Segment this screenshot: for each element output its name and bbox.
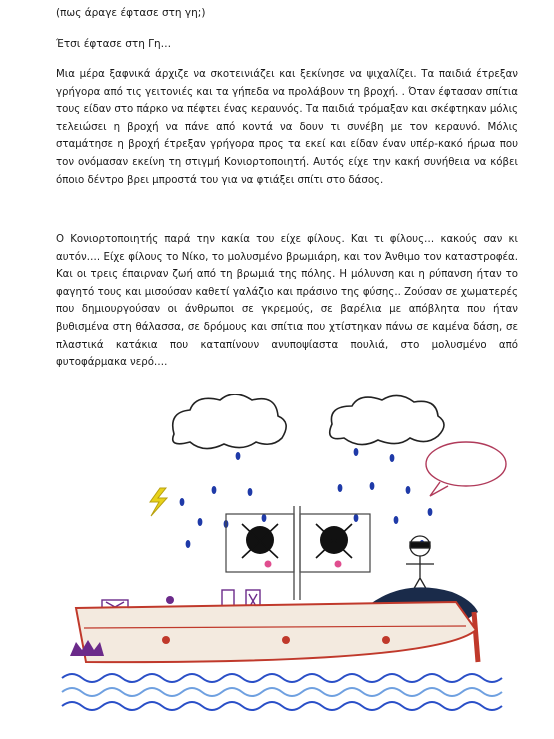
- small-creature-icon: [166, 596, 174, 604]
- paragraph-2-text: Ο Κονιορτοποιητής παρά την κακία του είχε φίλους. Και τι φίλους… κακούς σαν κι αυτόν…. Είχε φίλους το Νίκο, το μολυσμένο βρωμιάρη, και τον Άνθιμο τον καταστροφέα. Και οι τρεις έπαιρναν ζωή από τη βρωμιά της πόλης. Η μόλυνση και η ρύπανση ήταν το φαγητό τους και μισούσαν καθετί γαλάζιο και πράσινο της φύσης.. Ζούσαν σε χωματερές που δημιουργούσαν οι άνθρωποι σε γκρεμούς, σε βαρέλια με απόβλητα που ήταν βυθισμένα στη θάλασσα, σε δρόμους και σπίτια που χτίστηκαν πάνω σε καμένα δάση, σε πλαστικά κατάκια που καταπίνουν ανυποψίαστα πουλιά, στο μολυσμένο από φυτοφάρμακα νερό….: [56, 234, 518, 369]
- skull-flag-left: [226, 514, 294, 572]
- ship-hull: [76, 602, 476, 662]
- speech-bubble: [426, 442, 506, 496]
- intro-question: (πως άραγε έφτασε στη γη;): [56, 7, 206, 19]
- villain-figure: [406, 536, 434, 592]
- paragraph-2: [56, 231, 518, 372]
- right-cloud-icon: [330, 395, 444, 444]
- section-heading: Έτσι έφτασε στη Γη…: [56, 38, 172, 50]
- paragraph-1: [56, 66, 518, 189]
- paragraph-1-text: Μια μέρα ξαφνικά άρχιζε να σκοτεινιάζει και ξεκίνησε να ψιχαλίζει. Τα παιδιά έτρεξαν γρήγορα από τις γειτονιές και τα γήπεδα να προλάβουν τη βροχή. . Όταν έφτασαν σπίτια τους είδαν στο πάρκο να πέφτει ένας κεραυνός. Τα παιδιά τρόμαξαν και σκέφτηκαν μόλις τελειώσει η βροχή να πάνε από κοντά να δουν τι συνέβη με τον κεραυνό. Μόλις σταμάτησε η βροχή έτρεξαν γρήγορα προς τα εκεί και είδαν έναν υπέρ-κακό ήρωα που τον ονόμασαν εκείνη τη στιγμή Κονιορτοποιητή. Αυτός είχε την κακή συνήθεια να κόβει όποιο δέντρο βρει μπροστά του για να φτιάξει σπίτι στο δάσος.: [56, 69, 518, 186]
- child-drawing: [56, 394, 516, 724]
- left-cloud-icon: [173, 394, 286, 449]
- skull-flag-right: [300, 514, 370, 572]
- sea-waves: [62, 674, 502, 710]
- lightning-icon: [150, 488, 167, 516]
- raindrops-icon: [180, 448, 433, 548]
